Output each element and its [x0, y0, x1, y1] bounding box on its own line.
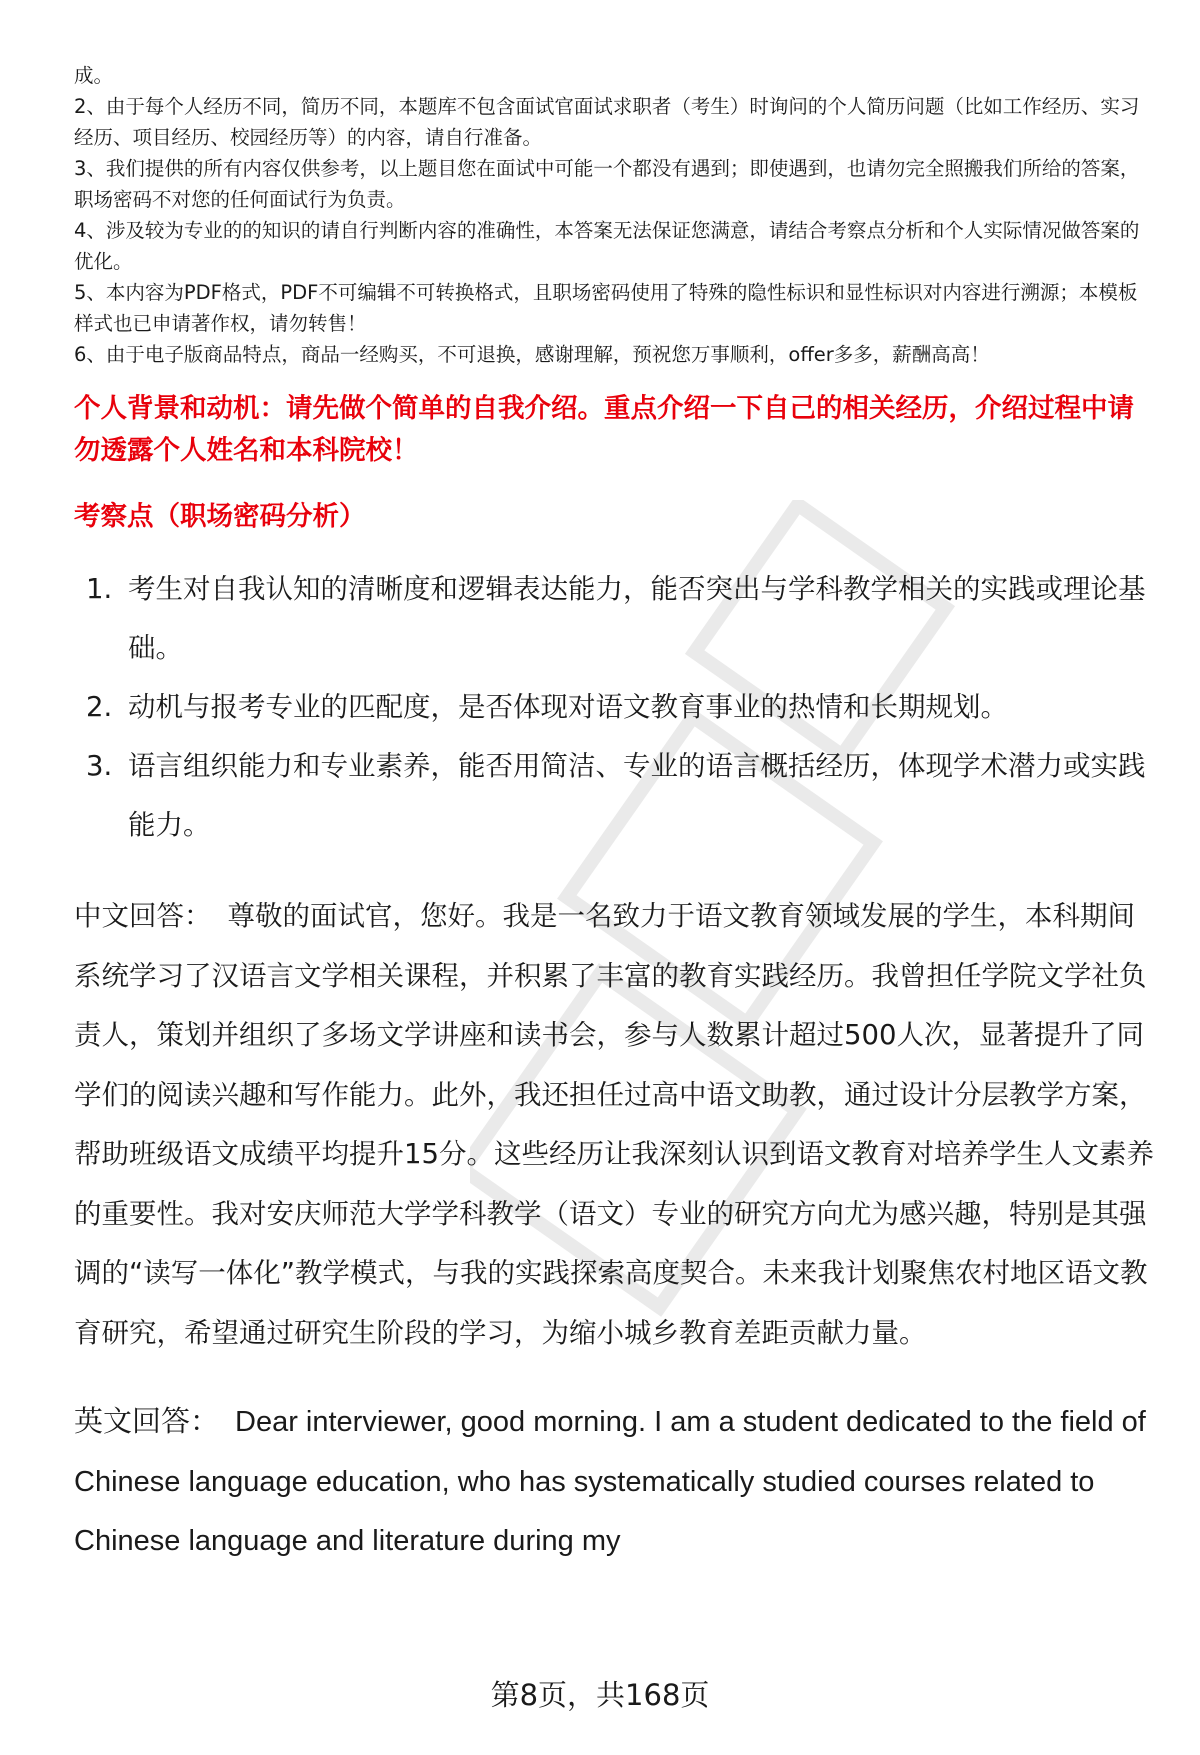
- analysis-title: 考察点（职场密码分析）: [74, 501, 366, 532]
- english-answer-text: Dear interviewer, good morning. I am a student dedicated to the field of Chinese language education, who has systematically studied courses related to Chinese language and literature during my: [74, 1406, 1146, 1557]
- list-item-text: 动机与报考专业的匹配度，是否体现对语文教育事业的热情和长期规划。: [128, 691, 1008, 723]
- list-item-number: 3.: [86, 750, 113, 782]
- notes-section: [74, 60, 1154, 370]
- list-item: [74, 678, 1154, 737]
- list-item-text: 考生对自我认知的清晰度和逻辑表达能力，能否突出与学科教学相关的实践或理论基础。: [128, 573, 1146, 664]
- note-line: 4、涉及较为专业的的知识的请自行判断内容的准确性，本答案无法保证您满意，请结合考察点分析和个人实际情况做答案的优化。: [74, 219, 1140, 273]
- list-item-number: 1.: [86, 573, 113, 605]
- chinese-answer: [74, 887, 1154, 1363]
- note-line: 3、我们提供的所有内容仅供参考，以上题目您在面试中可能一个都没有遇到；即使遇到，也请勿完全照搬我们所给的答案，职场密码不对您的任何面试行为负责。: [74, 157, 1140, 211]
- list-item-text: 语言组织能力和专业素养，能否用简洁、专业的语言概括经历，体现学术潜力或实践能力。: [128, 750, 1146, 841]
- analysis-points-list: [74, 560, 1154, 855]
- english-answer-label: 英文回答：: [74, 1406, 220, 1438]
- chinese-answer-text: 尊敬的面试官，您好。我是一名致力于语文教育领域发展的学生，本科期间系统学习了汉语言文学相关课程，并积累了丰富的教育实践经历。我曾担任学院文学社负责人，策划并组织了多场文学讲座和读书会，参与人数累计超过500人次，显著提升了同学们的阅读兴趣和写作能力。此外，我还担任过高中语文助教，通过设计分层教学方案，帮助班级语文成绩平均提升15分。这些经历让我深刻认识到语文教育对培养学生人文素养的重要性。我对安庆师范大学学科教学（语文）专业的研究方向尤为感兴趣，特别是其强调的“读写一体化”教学模式，与我的实践探索高度契合。未来我计划聚焦农村地区语文教育研究，希望通过研究生阶段的学习，为缩小城乡教育差距贡献力量。: [74, 900, 1154, 1349]
- page-number-footer: 第8页，共168页: [490, 1678, 710, 1712]
- note-line: 2、由于每个人经历不同，简历不同，本题库不包含面试官面试求职者（考生）时询问的个人简历问题（比如工作经历、实习经历、项目经历、校园经历等）的内容，请自行准备。: [74, 95, 1140, 149]
- page-content: [74, 60, 1154, 1572]
- chinese-answer-label: 中文回答：: [74, 900, 212, 932]
- note-line: 成。: [74, 64, 114, 87]
- note-line: 6、由于电子版商品特点，商品一经购买，不可退换，感谢理解，预祝您万事顺利，offer多多，薪酬高高！: [74, 343, 990, 366]
- question-heading: 个人背景和动机：请先做个简单的自我介绍。重点介绍一下自己的相关经历，介绍过程中请勿透露个人姓名和本科院校！: [74, 393, 1134, 466]
- list-item-number: 2.: [86, 691, 113, 723]
- list-item: [74, 560, 1154, 678]
- note-line: 5、本内容为PDF格式，PDF不可编辑不可转换格式，且职场密码使用了特殊的隐性标识和显性标识对内容进行溯源；本模板样式也已申请著作权，请勿转售！: [74, 281, 1138, 335]
- english-answer: [74, 1393, 1154, 1572]
- list-item: [74, 737, 1154, 855]
